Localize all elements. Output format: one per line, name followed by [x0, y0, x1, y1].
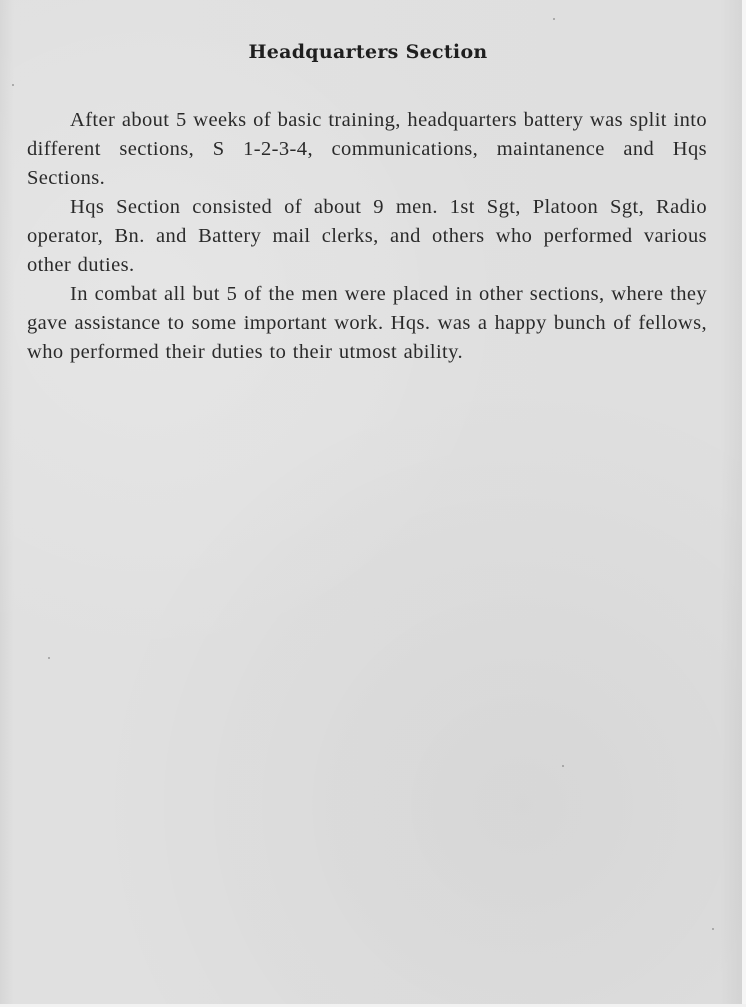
- body-text: [27, 106, 707, 367]
- paragraph-2: Hqs Section consisted of about 9 men. 1st Sgt, Platoon Sgt, Radio operator, Bn. and Battery mail clerks, and others who performed various other duties.: [27, 196, 707, 276]
- paper-speck: [12, 84, 14, 86]
- paper-speck: [562, 765, 564, 767]
- paragraph-1: After about 5 weeks of basic training, headquarters battery was split into different sections, S 1-2-3-4, communications, maintanence and Hqs Sections.: [27, 109, 707, 189]
- page-edge-right: [742, 0, 746, 1007]
- paper-speck: [712, 928, 714, 930]
- page-title: Headquarters Section: [248, 40, 488, 63]
- paper-speck: [48, 657, 50, 659]
- paper-speck: [553, 18, 555, 20]
- paragraph-3: In combat all but 5 of the men were placed in other sections, where they gave assistance to some important work. Hqs. was a happy bunch of fellows, who performed their duties to their utmost ability.: [27, 283, 707, 363]
